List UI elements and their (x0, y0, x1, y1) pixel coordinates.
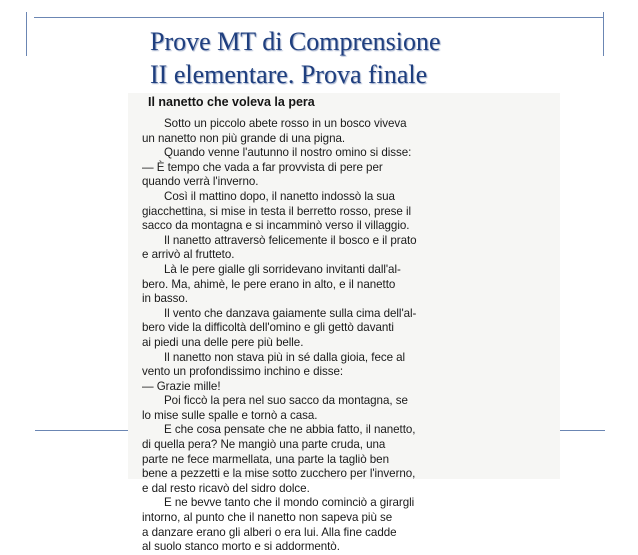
story-line: intorno, al punto che il nanetto non sapeva più se (142, 511, 393, 525)
story-line: vento un profondissimo inchino e disse: (142, 365, 344, 379)
story-line: giacchettina, si mise in testa il berretto rosso, prese il (142, 204, 412, 218)
story-line: in basso. (142, 292, 188, 306)
story-line: Là le pere gialle gli sorridevano invitanti dall'al- (164, 262, 401, 276)
story-line: E che cosa pensate che ne abbia fatto, il nanetto, (164, 423, 416, 437)
scanned-story-image (128, 93, 560, 554)
slide-title-line-1: Prove MT di Comprensione (150, 27, 441, 56)
story-line: al suolo stanco morto e si addormentò. (142, 540, 340, 554)
story-line: Sotto un piccolo abete rosso in un bosco viveva (164, 117, 407, 130)
story-line: E ne bevve tanto che il mondo cominciò a girargli (164, 496, 415, 510)
story-line: bene a pezzetti e la mise sotto zucchero per l'inverno, (142, 467, 416, 481)
story-line: parte ne fece marmellata, una parte la tagliò ben (142, 452, 389, 466)
slide-title-line-2: II elementare. Prova finale (150, 60, 428, 89)
frame-left-rule (26, 12, 27, 56)
story-line: bero vide la difficoltà dell'omino e gli gettò davanti (142, 321, 394, 335)
story-line: Così il mattino dopo, il nanetto indossò la sua (164, 189, 395, 203)
story-line: quando verrà l'inverno. (142, 175, 259, 189)
story-line: sacco da montagna e si incamminò verso il villaggio. (142, 219, 410, 233)
story-line: Poi ficcò la pera nel suo sacco da montagna, se (164, 394, 408, 408)
story-line: — È tempo che vada a far provvista di pere per (142, 160, 383, 174)
story-line: bero. Ma, ahimè, le pere erano in alto, e il nanetto (142, 277, 396, 291)
story-line: Il nanetto non stava più in sé dalla gioia, fece al (164, 350, 406, 364)
frame-top-rule (34, 17, 604, 18)
story-line: un nanetto non più grande di una pigna. (142, 131, 346, 145)
story-line: di quella pera? Ne mangiò una parte cruda, una (142, 438, 386, 452)
frame-right-rule (603, 12, 604, 56)
slide-title (150, 25, 441, 91)
story-line: Il vento che danzava gaiamente sulla cima dell'al- (164, 306, 417, 320)
story-line: e dal resto ricavò del sidro dolce. (142, 481, 310, 495)
story-line: a danzare erano gli alberi o era lui. Alla fine cadde (142, 525, 397, 539)
story-line: Il nanetto attraversò felicemente il bosco e il prato (164, 233, 417, 247)
story-text (142, 117, 552, 555)
story-line: lo mise sulle spalle e tornò a casa. (142, 408, 318, 422)
story-line: ai piedi una delle pere più belle. (142, 335, 304, 349)
story-line: — Grazie mille! (142, 379, 221, 393)
story-title: Il nanetto che voleva la pera (148, 95, 315, 109)
story-line: Quando venne l'autunno il nostro omino si disse: (164, 146, 412, 160)
story-line: e arrivò al frutteto. (142, 248, 235, 262)
